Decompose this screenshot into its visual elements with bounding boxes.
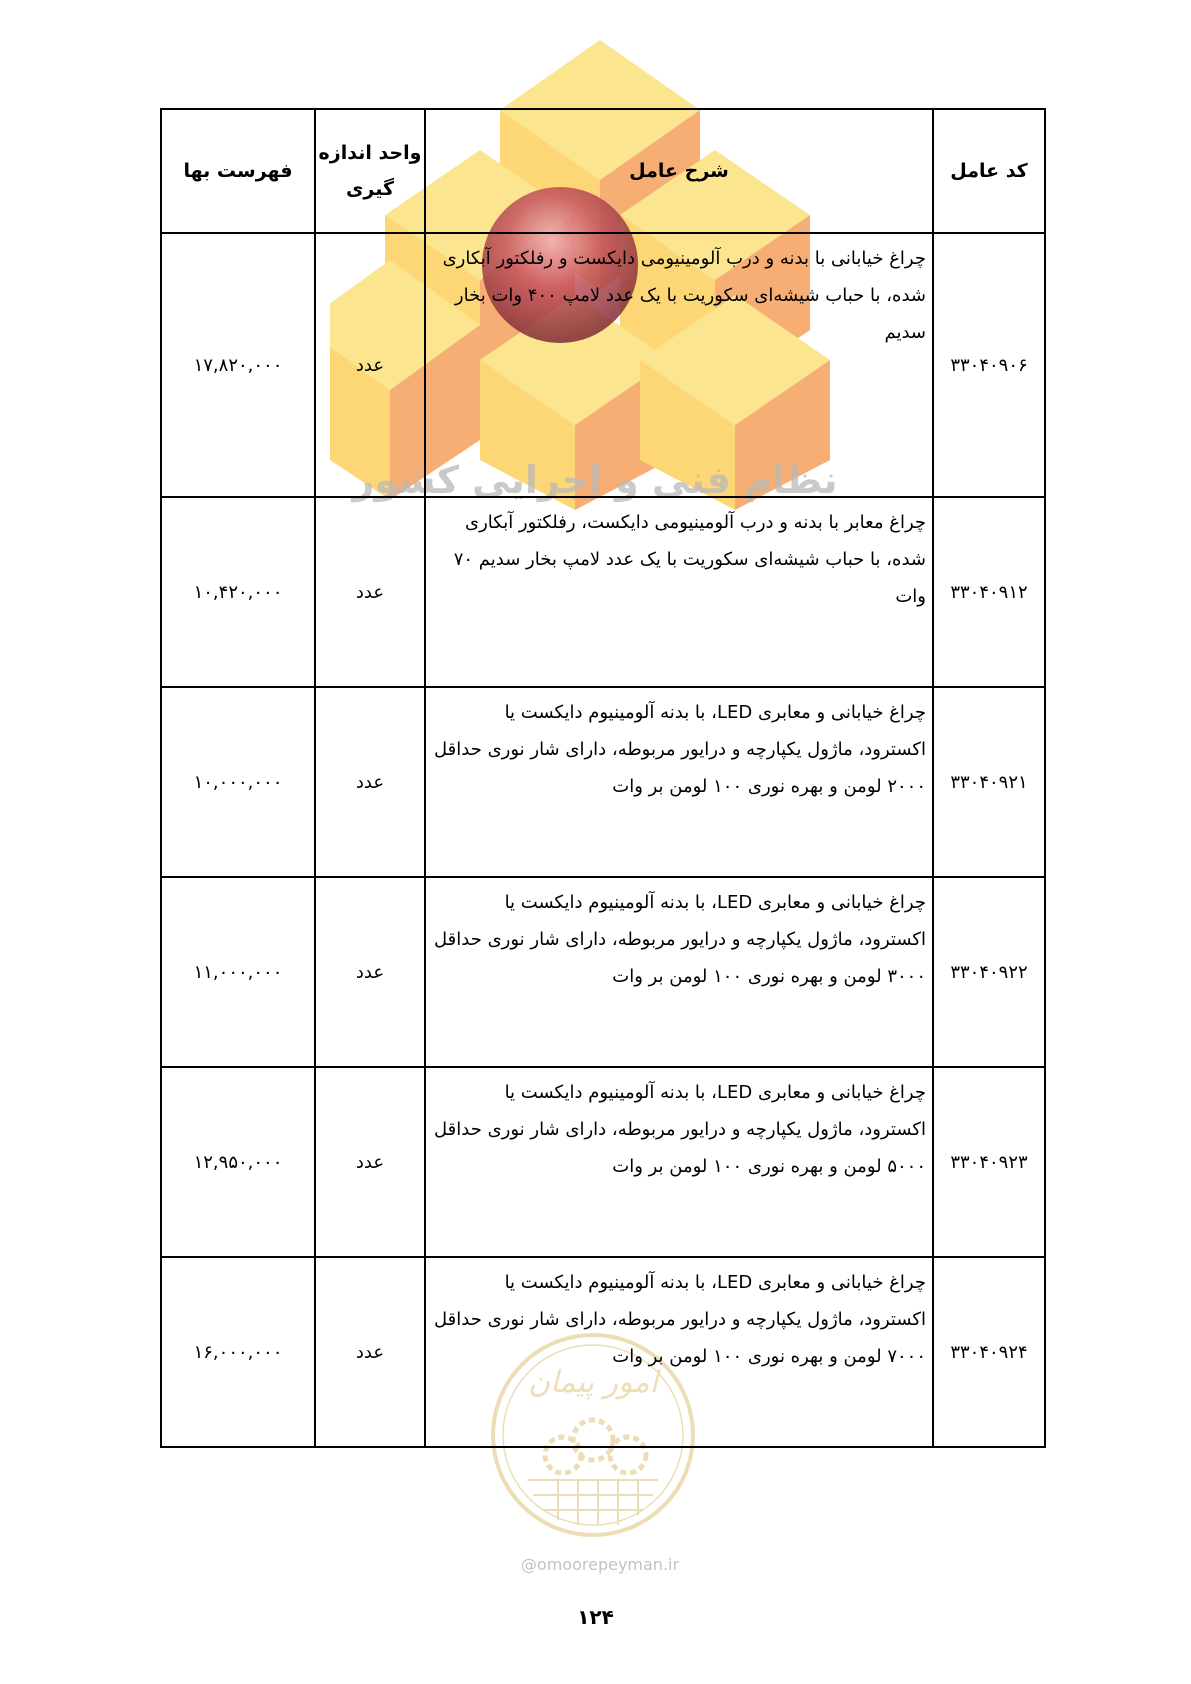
cell-price: ۱۱,۰۰۰,۰۰۰ [161,877,315,1067]
cell-description: چراغ خیابانی با بدنه و درب آلومینیومی دایکست و رفلکتور آبکاری شده، با حباب شیشه‌ای سکوریت با یک عدد لامپ ۴۰۰ وات بخار سدیم [425,233,933,497]
cell-price: ۱۰,۴۲۰,۰۰۰ [161,497,315,687]
cell-unit: عدد [315,233,425,497]
cell-code: ۳۳۰۴۰۹۲۱ [933,687,1045,877]
price-list-table [160,108,1046,1448]
table-row [161,497,1045,687]
cell-description: چراغ معابر با بدنه و درب آلومینیومی دایکست، رفلکتور آبکاری شده، با حباب شیشه‌ای سکوریت با یک عدد لامپ بخار سدیم ۷۰ وات [425,497,933,687]
cell-price: ۱۶,۰۰۰,۰۰۰ [161,1257,315,1447]
cell-unit: عدد [315,687,425,877]
cell-description: چراغ خیابانی و معابری LED، با بدنه آلومینیوم دایکست یا اکسترود، ماژول یکپارچه و درایور مربوطه، دارای شار نوری حداقل ۳۰۰۰ لومن و بهره نوری ۱۰۰ لومن بر وات [425,877,933,1067]
table-row [161,1257,1045,1447]
cell-code: ۳۳۰۴۰۹۲۴ [933,1257,1045,1447]
table-header-row [161,109,1045,233]
cell-unit: عدد [315,877,425,1067]
cell-price: ۱۲,۹۵۰,۰۰۰ [161,1067,315,1257]
cell-description: چراغ خیابانی و معابری LED، با بدنه آلومینیوم دایکست یا اکسترود، ماژول یکپارچه و درایور مربوطه، دارای شار نوری حداقل ۲۰۰۰ لومن و بهره نوری ۱۰۰ لومن بر وات [425,687,933,877]
table-row [161,687,1045,877]
cell-unit: عدد [315,497,425,687]
cell-description: چراغ خیابانی و معابری LED، با بدنه آلومینیوم دایکست یا اکسترود، ماژول یکپارچه و درایور مربوطه، دارای شار نوری حداقل ۷۰۰۰ لومن و بهره نوری ۱۰۰ لومن بر وات [425,1257,933,1447]
table-row [161,233,1045,497]
cell-price: ۱۰,۰۰۰,۰۰۰ [161,687,315,877]
header-description: شرح عامل [425,109,933,233]
cell-code: ۳۳۰۴۰۹۲۲ [933,877,1045,1067]
cell-unit: عدد [315,1067,425,1257]
svg-text:امور پیمان: امور پیمان [528,1365,658,1400]
table-row [161,1067,1045,1257]
page-number: ۱۲۴ [577,1605,614,1629]
cell-code: ۳۳۰۴۰۹۰۶ [933,233,1045,497]
table-row [161,877,1045,1067]
cell-code: ۳۳۰۴۰۹۱۲ [933,497,1045,687]
cell-unit: عدد [315,1257,425,1447]
cell-price: ۱۷,۸۲۰,۰۰۰ [161,233,315,497]
header-code: کد عامل [933,109,1045,233]
header-price: فهرست بها [161,109,315,233]
header-unit: واحد اندازه گیری [315,109,425,233]
cell-code: ۳۳۰۴۰۹۲۳ [933,1067,1045,1257]
watermark-organization-text: نظام فنی و اجرایی کشور [352,458,838,502]
at-icon: @ [520,1555,537,1574]
watermark-url [500,1555,700,1574]
watermark-url-text: omoorepeyman.ir [536,1555,680,1574]
cell-description: چراغ خیابانی و معابری LED، با بدنه آلومینیوم دایکست یا اکسترود، ماژول یکپارچه و درایور مربوطه، دارای شار نوری حداقل ۵۰۰۰ لومن و بهره نوری ۱۰۰ لومن بر وات [425,1067,933,1257]
